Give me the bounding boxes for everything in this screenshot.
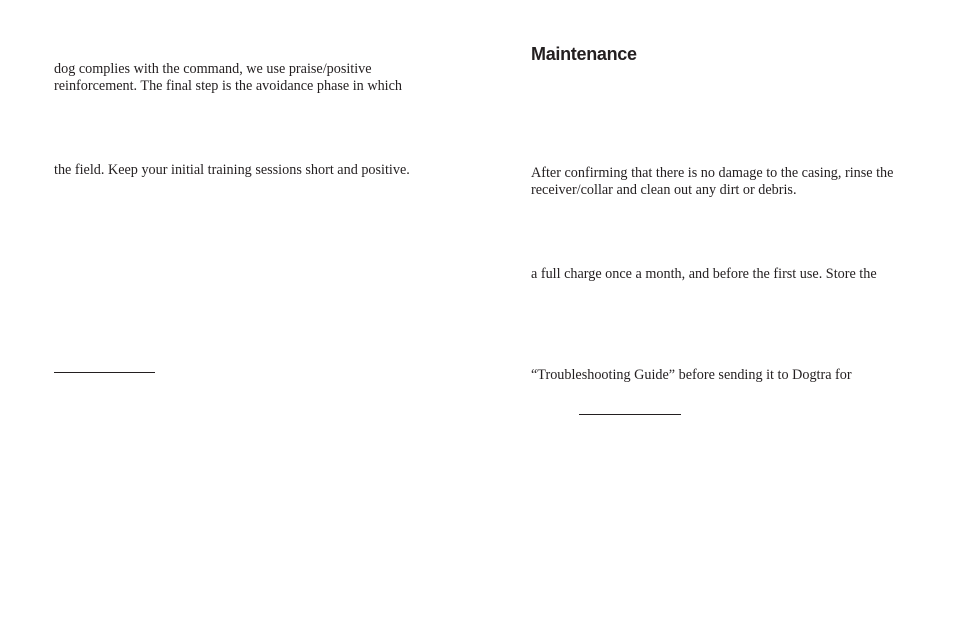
left-paragraph-1-line-2: reinforcement. The final step is the avoidance phase in which [54,78,402,94]
right-paragraph-1-line-2: receiver/collar and clean out any dirt or debris. [531,182,797,198]
left-paragraph-2-line-1: the field. Keep your initial training sessions short and positive. [54,162,410,178]
left-paragraph-1-line-1: dog complies with the command, we use praise/positive [54,61,372,77]
right-paragraph-2-line-1: a full charge once a month, and before the first use. Store the [531,266,877,282]
right-paragraph-3-line-1: “Troubleshooting Guide” before sending it to Dogtra for [531,367,852,383]
right-paragraph-1-line-1: After confirming that there is no damage to the casing, rinse the [531,165,894,181]
left-footnote-rule [54,372,155,373]
maintenance-heading: Maintenance [531,44,637,64]
right-footnote-rule [579,414,681,415]
